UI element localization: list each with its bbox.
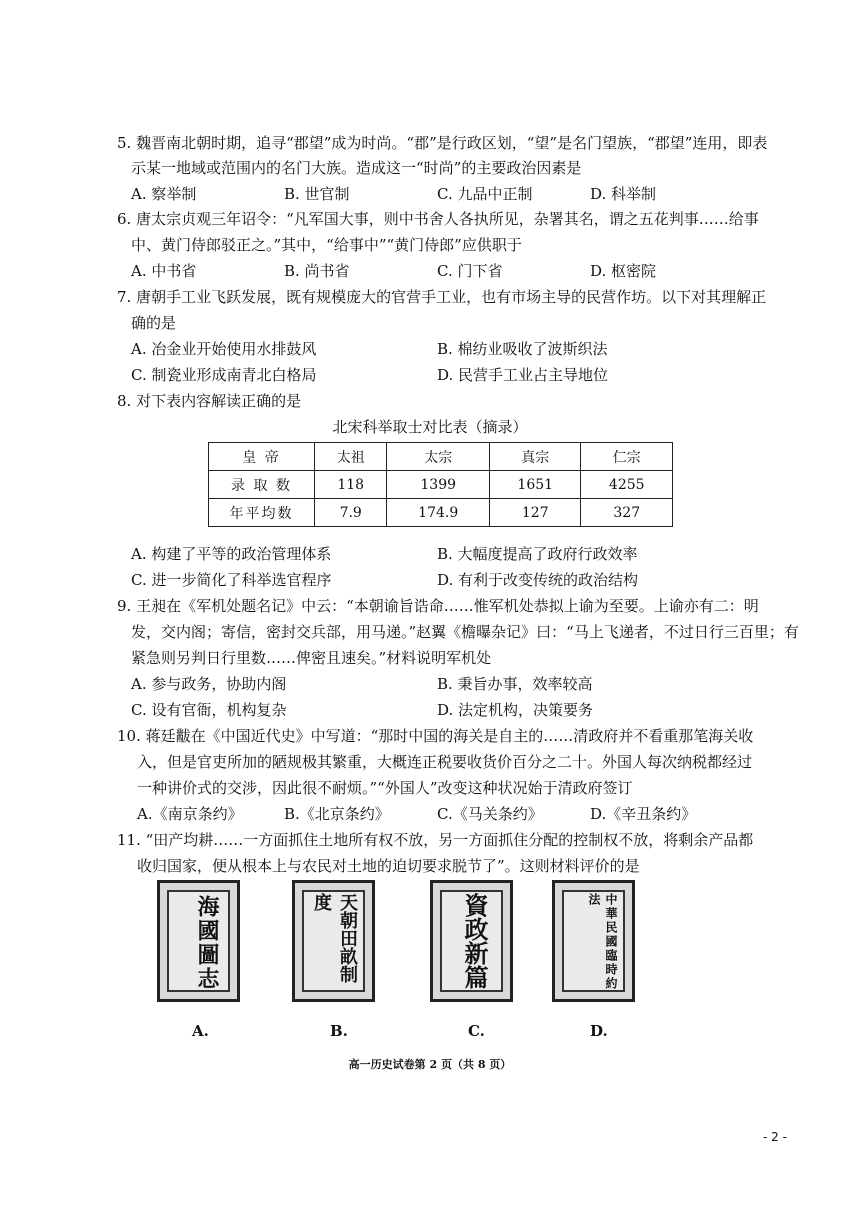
table-row bbox=[209, 499, 673, 527]
q5-option-a: A. 察举制 bbox=[131, 185, 197, 203]
q6-option-b: B. 尚书省 bbox=[284, 262, 350, 280]
q10-option-c: C.《马关条约》 bbox=[437, 805, 543, 823]
q11-stem-line2: 收归国家，便从根本上与农民对土地的迫切要求脱节了”。这则材料评价的是 bbox=[137, 857, 640, 875]
table-header-cell: 太祖 bbox=[315, 443, 387, 471]
cover-label-c: C. bbox=[468, 1022, 485, 1040]
q10-stem-line2: 入，但是官吏所加的陋规极其繁重，大概连正税要收货价百分之二十。外国人每次纳税都经过 bbox=[137, 753, 753, 771]
q9-stem-line2: 发，交内阁；寄信，密封交兵部，用马递。”赵翼《檐曝杂记》曰：“马上飞递者，不过日行三百里；有 bbox=[131, 623, 799, 641]
q7-option-d: D. 民营手工业占主导地位 bbox=[437, 366, 609, 384]
exam-results-table bbox=[208, 442, 673, 527]
table-cell: 年平均数 bbox=[209, 499, 315, 527]
q9-option-c: C. 设有官衙，机构复杂 bbox=[131, 701, 287, 719]
q5-option-c: C. 九品中正制 bbox=[437, 185, 533, 203]
book-cover-d bbox=[552, 880, 635, 1002]
q9-option-b: B. 秉旨办事，效率较高 bbox=[437, 675, 593, 693]
q10-stem-line3: 一种讲价式的交涉，因此很不耐烦。”“外国人”改变这种状况始于清政府签订 bbox=[137, 779, 633, 797]
q10-option-a: A.《南京条约》 bbox=[137, 805, 243, 823]
table-header-cell: 皇 帝 bbox=[209, 443, 315, 471]
q8-option-d: D. 有利于改变传统的政治结构 bbox=[437, 571, 639, 589]
q6-stem-line2: 中、黄门侍郎驳正之。”其中，“给事中”“黄门侍郎”应供职于 bbox=[131, 236, 522, 254]
table-cell: 127 bbox=[490, 499, 581, 527]
q8-stem: 8. 对下表内容解读正确的是 bbox=[117, 392, 302, 410]
q5-option-d: D. 科举制 bbox=[590, 185, 657, 203]
q8-option-c: C. 进一步简化了科举选官程序 bbox=[131, 571, 332, 589]
page-footer: 高一历史试卷第 2 页（共 8 页） bbox=[348, 1058, 512, 1071]
q5-option-b: B. 世官制 bbox=[284, 185, 350, 203]
table-cell: 118 bbox=[315, 471, 387, 499]
q5-stem-line1: 5. 魏晋南北朝时期，追寻“郡望”成为时尚。“郡”是行政区划，“望”是名门望族，“郡望”连用，即表 bbox=[117, 134, 768, 152]
table-cell: 174.9 bbox=[387, 499, 490, 527]
q7-option-a: A. 冶金业开始使用水排鼓风 bbox=[131, 340, 317, 358]
table-cell: 1651 bbox=[490, 471, 581, 499]
q11-stem-line1: 11. “田产均耕……一方面抓住土地所有权不放，另一方面抓住分配的控制权不放，将剩余产品都 bbox=[117, 831, 754, 849]
q5-stem-line2: 示某一地域或范围内的名门大族。造成这一“时尚”的主要政治因素是 bbox=[131, 159, 582, 177]
cover-label-a: A. bbox=[192, 1022, 209, 1040]
table-header-row bbox=[209, 443, 673, 471]
q8-option-b: B. 大幅度提高了政府行政效率 bbox=[437, 545, 638, 563]
table-row bbox=[209, 471, 673, 499]
cover-title: 海國圖志 bbox=[194, 895, 220, 991]
table-cell: 7.9 bbox=[315, 499, 387, 527]
page-number: - 2 - bbox=[763, 1130, 787, 1144]
table-header-cell: 太宗 bbox=[387, 443, 490, 471]
cover-label-d: D. bbox=[590, 1022, 608, 1040]
book-cover-c bbox=[430, 880, 513, 1002]
cover-title: 天朝田畝制度 bbox=[311, 893, 358, 983]
q7-option-c: C. 制瓷业形成南青北白格局 bbox=[131, 366, 317, 384]
q9-stem-line1: 9. 王昶在《军机处题名记》中云：“本朝谕旨诰命……惟军机处恭拟上谕为至要。上谕亦有二：明 bbox=[117, 597, 759, 615]
q7-stem-line2: 确的是 bbox=[131, 314, 177, 332]
table-header-cell: 真宗 bbox=[490, 443, 581, 471]
q6-option-d: D. 枢密院 bbox=[590, 262, 657, 280]
q6-option-a: A. 中书省 bbox=[131, 262, 197, 280]
q9-stem-line3: 紧急则另判日行里数……俾密且速矣。”材料说明军机处 bbox=[131, 649, 492, 667]
table-header-cell: 仁宗 bbox=[581, 443, 673, 471]
book-cover-a bbox=[157, 880, 240, 1002]
cover-label-b: B. bbox=[330, 1022, 348, 1040]
q10-stem-line1: 10. 蒋廷黻在《中国近代史》中写道：“那时中国的海关是自主的……清政府并不看重那笔海关收 bbox=[117, 727, 754, 745]
q10-option-b: B.《北京条约》 bbox=[284, 805, 390, 823]
table-cell: 4255 bbox=[581, 471, 673, 499]
cover-title: 資政新篇 bbox=[460, 893, 489, 989]
table-cell: 1399 bbox=[387, 471, 490, 499]
q8-option-a: A. 构建了平等的政治管理体系 bbox=[131, 545, 332, 563]
q8-table-title: 北宋科举取士对比表（摘录） bbox=[332, 418, 528, 436]
q7-option-b: B. 棉纺业吸收了波斯织法 bbox=[437, 340, 608, 358]
book-cover-b bbox=[292, 880, 375, 1002]
q9-option-a: A. 参与政务，协助内阁 bbox=[131, 675, 287, 693]
q6-option-c: C. 门下省 bbox=[437, 262, 503, 280]
cover-title: 中華民國臨時約法 bbox=[587, 893, 618, 991]
q6-stem-line1: 6. 唐太宗贞观三年诏令：“凡军国大事，则中书舍人各执所见，杂署其名，谓之五花判事……给事 bbox=[117, 210, 759, 228]
table-cell: 录 取 数 bbox=[209, 471, 315, 499]
table-cell: 327 bbox=[581, 499, 673, 527]
q10-option-d: D.《辛丑条约》 bbox=[590, 805, 697, 823]
q9-option-d: D. 法定机构，决策要务 bbox=[437, 701, 594, 719]
q7-stem-line1: 7. 唐朝手工业飞跃发展，既有规模庞大的官营手工业，也有市场主导的民营作坊。以下对其理解正 bbox=[117, 288, 767, 306]
